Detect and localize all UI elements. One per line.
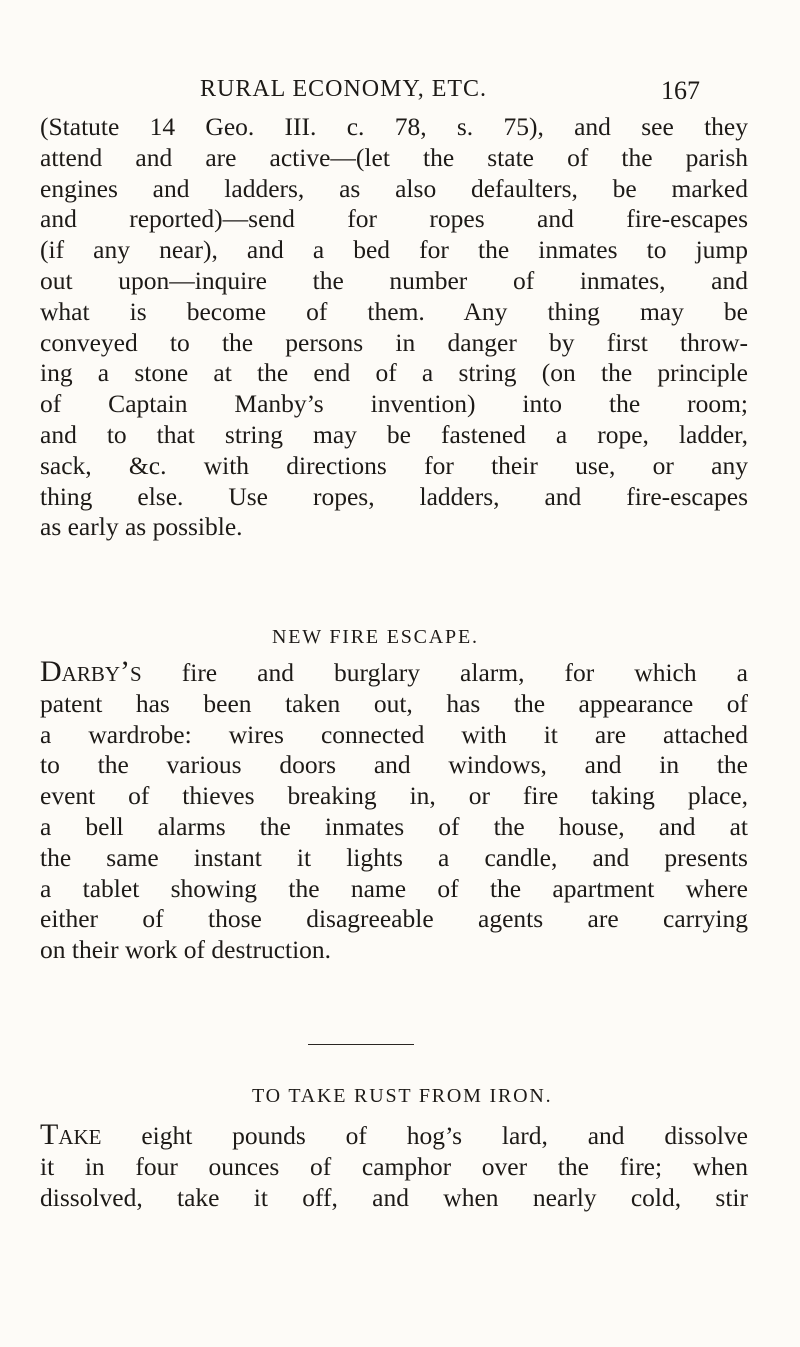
text-line: to the various doors and windows, and in the bbox=[40, 750, 748, 780]
text-line: ing a stone at the end of a string (on the principle bbox=[40, 358, 748, 388]
page-number: 167 bbox=[661, 76, 700, 105]
text-line: a bell alarms the inmates of the house, and at bbox=[40, 811, 748, 841]
text-line: engines and ladders, as also defaulters, be marked bbox=[40, 173, 748, 203]
running-head bbox=[200, 76, 700, 103]
text-line: dissolved, take it off, and when nearly cold, stir bbox=[40, 1182, 748, 1212]
text-line: as early as possible. bbox=[40, 512, 243, 542]
text-line: on their work of destruction. bbox=[40, 935, 332, 965]
text-line: patent has been taken out, has the appearance of bbox=[40, 688, 748, 718]
paragraph-rust-removal bbox=[40, 1120, 748, 1213]
section-divider bbox=[308, 1044, 414, 1045]
text-line: out upon—inquire the number of inmates, and bbox=[40, 265, 748, 295]
paragraph-fire-escape bbox=[40, 657, 748, 966]
running-title: RURAL ECONOMY, ETC. bbox=[200, 76, 488, 102]
text-line: a wardrobe: wires connected with it are attached bbox=[40, 719, 748, 749]
text-fragment: eight pounds of hog’s lard, and dissolve bbox=[101, 1121, 748, 1150]
text-line: event of thieves breaking in, or fire taking place, bbox=[40, 781, 748, 811]
text-line: attend and are active—(let the state of the parish bbox=[40, 142, 748, 172]
text-line: the same instant it lights a candle, and presents bbox=[40, 842, 748, 872]
text-line: what is become of them. Any thing may be bbox=[40, 296, 748, 326]
text-line: sack, &c. with directions for their use, or any bbox=[40, 450, 748, 480]
text-line: either of those disagreeable agents are carrying bbox=[40, 904, 748, 934]
text-line: a tablet showing the name of the apartment where bbox=[40, 873, 748, 903]
text-fragment: fire and burglary alarm, for which a bbox=[141, 658, 748, 687]
text-line: and to that string may be fastened a rope, ladder, bbox=[40, 419, 748, 449]
text-line: conveyed to the persons in danger by first throw- bbox=[40, 327, 748, 357]
text-line: thing else. Use ropes, ladders, and fire-escapes bbox=[40, 481, 748, 511]
text-line bbox=[40, 657, 748, 689]
text-line bbox=[40, 1120, 748, 1152]
lead-word: Take bbox=[40, 1118, 102, 1151]
section-heading-new-fire-escape: NEW FIRE ESCAPE. bbox=[272, 626, 479, 648]
text-line: (Statute 14 Geo. III. c. 78, s. 75), and see they bbox=[40, 112, 748, 141]
lead-word: Darby’s bbox=[40, 655, 142, 688]
text-line: of Captain Manby’s invention) into the room; bbox=[40, 389, 748, 419]
text-line: (if any near), and a bed for the inmates to jump bbox=[40, 235, 748, 265]
text-line: it in four ounces of camphor over the fire; when bbox=[40, 1151, 748, 1181]
section-heading-rust-from-iron: TO TAKE RUST FROM IRON. bbox=[252, 1085, 553, 1107]
paragraph-fire-instructions bbox=[40, 112, 748, 543]
text-line: and reported)—send for ropes and fire-escapes bbox=[40, 204, 748, 234]
